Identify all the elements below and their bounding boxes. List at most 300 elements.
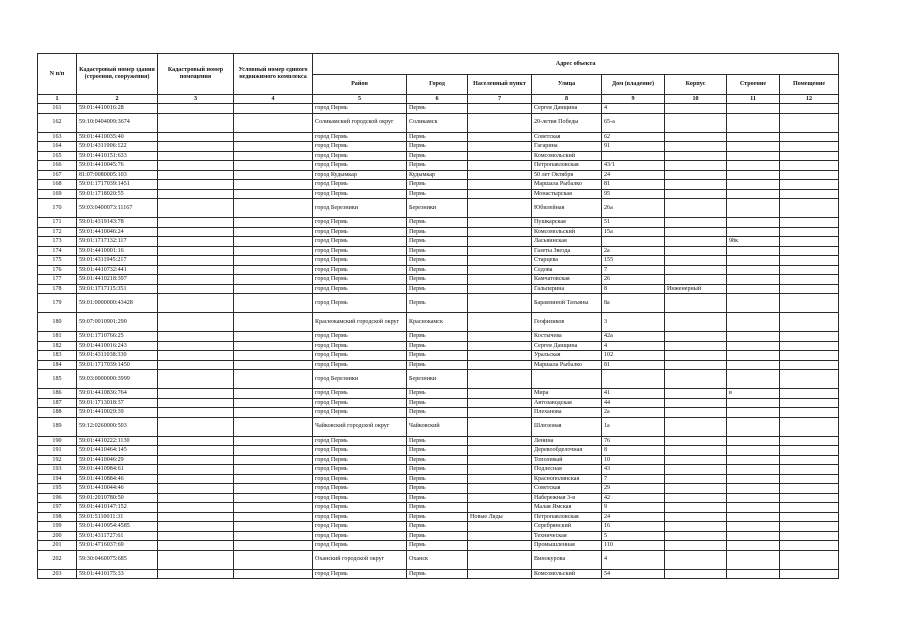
cell-building <box>727 151 780 161</box>
cell-cadastral-room <box>158 256 234 266</box>
cell-building: в <box>727 389 780 399</box>
cell-settlement <box>468 531 532 541</box>
cell-cadastral-building: 59:30:0460075:685 <box>77 550 158 569</box>
cell-cadastral-room <box>158 113 234 132</box>
cell-conditional-number <box>234 465 313 475</box>
cell-street: Старцева <box>532 256 602 266</box>
cell-room <box>780 265 839 275</box>
cell-building <box>727 227 780 237</box>
cell-cadastral-building: 59:01:1710766:25 <box>77 332 158 342</box>
cell-room <box>780 351 839 361</box>
cell-n: 197 <box>38 503 77 513</box>
table-row <box>38 189 839 199</box>
cell-city: Пермь <box>407 351 468 361</box>
cell-cadastral-room <box>158 161 234 171</box>
cell-street: Техническая <box>532 531 602 541</box>
cell-cadastral-building: 59:01:4716037:69 <box>77 541 158 551</box>
cell-room <box>780 151 839 161</box>
cell-room <box>780 170 839 180</box>
cell-cadastral-building: 59:07:0010901:290 <box>77 313 158 332</box>
cell-city: Пермь <box>407 408 468 418</box>
cell-block <box>665 408 727 418</box>
table-row <box>38 541 839 551</box>
cell-city: Пермь <box>407 151 468 161</box>
header-block: Корпус <box>665 75 727 95</box>
cell-n: 177 <box>38 275 77 285</box>
cell-room <box>780 189 839 199</box>
cell-n: 200 <box>38 531 77 541</box>
cell-conditional-number <box>234 294 313 313</box>
cell-settlement <box>468 550 532 569</box>
cell-street: Монастырская <box>532 189 602 199</box>
cell-city: Пермь <box>407 455 468 465</box>
cell-n: 189 <box>38 417 77 436</box>
cell-street: Советская <box>532 132 602 142</box>
cell-settlement <box>468 351 532 361</box>
cell-house: 24 <box>602 170 665 180</box>
cell-conditional-number <box>234 455 313 465</box>
cell-room <box>780 313 839 332</box>
header-n: N п/п <box>38 54 77 95</box>
table-row <box>38 170 839 180</box>
cell-settlement <box>468 332 532 342</box>
cell-block <box>665 227 727 237</box>
cell-cadastral-building: 59:01:4410464:145 <box>77 446 158 456</box>
cell-cadastral-room <box>158 332 234 342</box>
cell-room <box>780 227 839 237</box>
table-row <box>38 132 839 142</box>
cell-cadastral-building: 59:01:4410984:61 <box>77 465 158 475</box>
cell-district: город Пермь <box>313 389 407 399</box>
cell-house: 8 <box>602 284 665 294</box>
cell-street: Маршала Рыбалко <box>532 180 602 190</box>
cell-district: город Пермь <box>313 227 407 237</box>
cell-block: Инженерный <box>665 284 727 294</box>
cell-room <box>780 512 839 522</box>
cell-district: город Пермь <box>313 332 407 342</box>
cell-settlement <box>468 161 532 171</box>
cell-settlement <box>468 389 532 399</box>
cell-block <box>665 265 727 275</box>
cell-district: город Пермь <box>313 484 407 494</box>
cell-n: 202 <box>38 550 77 569</box>
cell-city: Чайковский <box>407 417 468 436</box>
cell-cadastral-building: 59:01:0000000:43428 <box>77 294 158 313</box>
cell-street: Деревообделочная <box>532 446 602 456</box>
cell-cadastral-building: 59:01:1717115:351 <box>77 284 158 294</box>
cell-street: Сергея Данщина <box>532 104 602 114</box>
cell-block <box>665 341 727 351</box>
cell-n: 203 <box>38 569 77 579</box>
cell-settlement <box>468 398 532 408</box>
cell-city: Пермь <box>407 284 468 294</box>
cell-cadastral-building: 59:01:4410001:16 <box>77 246 158 256</box>
cell-cadastral-building: 59:01:4410884:46 <box>77 474 158 484</box>
cell-building <box>727 218 780 228</box>
cell-district: город Пермь <box>313 246 407 256</box>
cell-cadastral-room <box>158 436 234 446</box>
cell-block <box>665 398 727 408</box>
cell-cadastral-building: 59:01:4410147:152 <box>77 503 158 513</box>
cell-conditional-number <box>234 341 313 351</box>
cell-settlement <box>468 370 532 389</box>
cell-n: 173 <box>38 237 77 247</box>
cell-building <box>727 265 780 275</box>
cell-building <box>727 313 780 332</box>
cell-street: Гагарина <box>532 142 602 152</box>
cell-building <box>727 341 780 351</box>
cell-cadastral-building: 59:01:4410044:46 <box>77 484 158 494</box>
cell-district: город Пермь <box>313 522 407 532</box>
cell-conditional-number <box>234 436 313 446</box>
cell-street: Комсомольский <box>532 151 602 161</box>
cell-cadastral-room <box>158 398 234 408</box>
cell-city: Пермь <box>407 275 468 285</box>
cell-conditional-number <box>234 398 313 408</box>
cell-n: 175 <box>38 256 77 266</box>
cell-street: Сергея Данщина <box>532 341 602 351</box>
cell-house: 10 <box>602 455 665 465</box>
cell-district: город Кудымкар <box>313 170 407 180</box>
cell-room <box>780 237 839 247</box>
cell-building <box>727 189 780 199</box>
cell-house: 110 <box>602 541 665 551</box>
cell-building <box>727 113 780 132</box>
cell-conditional-number <box>234 446 313 456</box>
cell-city: Пермь <box>407 522 468 532</box>
cell-n: 162 <box>38 113 77 132</box>
cell-street: Костычева <box>532 332 602 342</box>
cell-settlement <box>468 180 532 190</box>
cell-cadastral-room <box>158 142 234 152</box>
cell-conditional-number <box>234 389 313 399</box>
cell-building <box>727 474 780 484</box>
cell-n: 192 <box>38 455 77 465</box>
cell-cadastral-building: 59:01:4410046:29 <box>77 455 158 465</box>
cell-room <box>780 161 839 171</box>
column-number: 9 <box>602 95 665 104</box>
cell-district: город Пермь <box>313 531 407 541</box>
cell-street: Мира <box>532 389 602 399</box>
cell-cadastral-room <box>158 522 234 532</box>
table-row <box>38 351 839 361</box>
cell-house: 65-а <box>602 113 665 132</box>
cell-block <box>665 237 727 247</box>
cell-conditional-number <box>234 360 313 370</box>
cell-house: 9 <box>602 503 665 513</box>
cadastral-address-table <box>37 53 839 579</box>
cell-n: 193 <box>38 465 77 475</box>
cell-building <box>727 351 780 361</box>
table-row <box>38 199 839 218</box>
cell-city: Пермь <box>407 256 468 266</box>
cell-house: 15а <box>602 227 665 237</box>
cell-house <box>602 370 665 389</box>
cell-settlement <box>468 493 532 503</box>
cell-cadastral-building: 59:01:4410732:441 <box>77 265 158 275</box>
cell-district: город Пермь <box>313 569 407 579</box>
cell-block <box>665 512 727 522</box>
cell-city: Пермь <box>407 503 468 513</box>
table-row <box>38 569 839 579</box>
cell-cadastral-building: 59:03:0400073:11167 <box>77 199 158 218</box>
cell-building <box>727 256 780 266</box>
cell-conditional-number <box>234 104 313 114</box>
cell-room <box>780 389 839 399</box>
cell-cadastral-building: 59:01:4410016:243 <box>77 341 158 351</box>
table-row <box>38 389 839 399</box>
cell-house: 102 <box>602 351 665 361</box>
cell-cadastral-building: 59:12:0260000:503 <box>77 417 158 436</box>
cell-block <box>665 370 727 389</box>
cell-city: Пермь <box>407 493 468 503</box>
cell-city: Пермь <box>407 332 468 342</box>
cell-street: Петропавловская <box>532 512 602 522</box>
cell-city: Пермь <box>407 180 468 190</box>
cell-n: 195 <box>38 484 77 494</box>
header-cadastral-room: Кадастровый номер помещения <box>158 54 234 95</box>
cell-building <box>727 170 780 180</box>
table-row <box>38 142 839 152</box>
cell-block <box>665 389 727 399</box>
cell-cadastral-room <box>158 455 234 465</box>
cell-conditional-number <box>234 351 313 361</box>
cell-cadastral-room <box>158 284 234 294</box>
cell-settlement <box>468 417 532 436</box>
cell-block <box>665 550 727 569</box>
cell-street: Комсомольский <box>532 227 602 237</box>
cell-house: 29 <box>602 484 665 494</box>
table-row <box>38 284 839 294</box>
cell-room <box>780 341 839 351</box>
table-row <box>38 360 839 370</box>
table-row <box>38 332 839 342</box>
cell-n: 167 <box>38 170 77 180</box>
cell-building <box>727 541 780 551</box>
cell-block <box>665 294 727 313</box>
cell-house: 8а <box>602 294 665 313</box>
cell-block <box>665 351 727 361</box>
cell-street: Юбилейная <box>532 199 602 218</box>
cell-cadastral-room <box>158 237 234 247</box>
cell-block <box>665 161 727 171</box>
cell-cadastral-building: 59:01:1717039:1451 <box>77 180 158 190</box>
cell-block <box>665 332 727 342</box>
cell-room <box>780 408 839 418</box>
header-street: Улица <box>532 75 602 95</box>
cell-cadastral-room <box>158 360 234 370</box>
cell-building <box>727 493 780 503</box>
cell-settlement <box>468 284 532 294</box>
cell-street: 50 лет Октября <box>532 170 602 180</box>
cell-block <box>665 436 727 446</box>
cell-city: Пермь <box>407 237 468 247</box>
table-row <box>38 398 839 408</box>
cell-cadastral-room <box>158 151 234 161</box>
cell-street: 20-летия Победы <box>532 113 602 132</box>
cell-street <box>532 370 602 389</box>
cell-room <box>780 113 839 132</box>
cell-house: 24 <box>602 512 665 522</box>
cell-room <box>780 474 839 484</box>
cell-street: Винокурова <box>532 550 602 569</box>
cell-n: 191 <box>38 446 77 456</box>
column-number: 2 <box>77 95 158 104</box>
cell-district: Оханский городской округ <box>313 550 407 569</box>
cell-n: 186 <box>38 389 77 399</box>
cell-building <box>727 522 780 532</box>
cell-building <box>727 199 780 218</box>
cell-cadastral-building: 59:01:4410954:4585 <box>77 522 158 532</box>
cell-cadastral-building: 59:01:4410175:33 <box>77 569 158 579</box>
cell-district: город Пермь <box>313 436 407 446</box>
cell-cadastral-room <box>158 512 234 522</box>
cell-district: город Пермь <box>313 455 407 465</box>
cell-house: 5 <box>602 531 665 541</box>
cell-city: Краснокамск <box>407 313 468 332</box>
cell-n: 198 <box>38 512 77 522</box>
cell-cadastral-building: 59:01:4311038:330 <box>77 351 158 361</box>
cell-city: Березники <box>407 370 468 389</box>
cell-settlement <box>468 227 532 237</box>
cell-cadastral-room <box>158 199 234 218</box>
cell-conditional-number <box>234 541 313 551</box>
column-number: 7 <box>468 95 532 104</box>
cell-district: город Пермь <box>313 218 407 228</box>
table-row <box>38 161 839 171</box>
cell-cadastral-room <box>158 265 234 275</box>
cell-cadastral-room <box>158 189 234 199</box>
table-row <box>38 503 839 513</box>
cell-district: город Пермь <box>313 237 407 247</box>
cell-cadastral-building: 59:01:5110011:31 <box>77 512 158 522</box>
cell-street: Газеты Звезда <box>532 246 602 256</box>
cell-city: Пермь <box>407 474 468 484</box>
cell-settlement <box>468 265 532 275</box>
cell-block <box>665 104 727 114</box>
cell-district: город Пермь <box>313 493 407 503</box>
header-settlement: Населенный пункт <box>468 75 532 95</box>
cell-block <box>665 218 727 228</box>
cell-street: Пушкарская <box>532 218 602 228</box>
cell-city: Оханск <box>407 550 468 569</box>
cell-n: 201 <box>38 541 77 551</box>
cell-cadastral-room <box>158 180 234 190</box>
cell-house: 76 <box>602 436 665 446</box>
table-row <box>38 522 839 532</box>
cell-cadastral-building: 59:01:4410045:76 <box>77 161 158 171</box>
cell-n: 180 <box>38 313 77 332</box>
cell-room <box>780 455 839 465</box>
cell-district: город Пермь <box>313 446 407 456</box>
cell-building <box>727 569 780 579</box>
cell-cadastral-room <box>158 294 234 313</box>
cell-district: город Пермь <box>313 294 407 313</box>
cell-city: Пермь <box>407 132 468 142</box>
cell-city: Пермь <box>407 341 468 351</box>
cell-building <box>727 161 780 171</box>
cell-cadastral-room <box>158 170 234 180</box>
cell-cadastral-building: 59:01:4410218:397 <box>77 275 158 285</box>
cell-cadastral-room <box>158 408 234 418</box>
cell-settlement <box>468 465 532 475</box>
cell-n: 181 <box>38 332 77 342</box>
cell-cadastral-building: 59:01:4311906:122 <box>77 142 158 152</box>
header-room: Помещение <box>780 75 839 95</box>
cell-street: Набережная 3-я <box>532 493 602 503</box>
cell-district: город Пермь <box>313 265 407 275</box>
cell-block <box>665 151 727 161</box>
cell-block <box>665 256 727 266</box>
cell-block <box>665 360 727 370</box>
cell-n: 171 <box>38 218 77 228</box>
cell-conditional-number <box>234 512 313 522</box>
cell-city: Пермь <box>407 531 468 541</box>
table-row <box>38 408 839 418</box>
cell-block <box>665 199 727 218</box>
cell-building <box>727 275 780 285</box>
cell-cadastral-building: 59:01:4410046:24 <box>77 227 158 237</box>
cell-conditional-number <box>234 246 313 256</box>
cell-building <box>727 503 780 513</box>
cell-house: 62 <box>602 132 665 142</box>
table-row <box>38 550 839 569</box>
cell-building <box>727 408 780 418</box>
cell-room <box>780 370 839 389</box>
cell-conditional-number <box>234 189 313 199</box>
cell-n: 163 <box>38 132 77 142</box>
cell-district: город Пермь <box>313 189 407 199</box>
cell-street: Ленина <box>532 436 602 446</box>
cell-building <box>727 370 780 389</box>
cell-settlement <box>468 455 532 465</box>
cell-building <box>727 512 780 522</box>
header-address-group: Адрес объекта <box>313 54 839 75</box>
cell-conditional-number <box>234 265 313 275</box>
cell-settlement <box>468 189 532 199</box>
cell-n: 176 <box>38 265 77 275</box>
cell-room <box>780 104 839 114</box>
table-row <box>38 512 839 522</box>
cell-cadastral-room <box>158 503 234 513</box>
cell-block <box>665 246 727 256</box>
table-row <box>38 474 839 484</box>
cell-city: Березники <box>407 199 468 218</box>
cell-block <box>665 275 727 285</box>
cell-cadastral-building: 59:01:4410222:1130 <box>77 436 158 446</box>
cell-conditional-number <box>234 113 313 132</box>
cell-room <box>780 446 839 456</box>
cell-cadastral-building: 59:01:1717039:1450 <box>77 360 158 370</box>
column-number: 12 <box>780 95 839 104</box>
cell-conditional-number <box>234 503 313 513</box>
cell-house: 42 <box>602 493 665 503</box>
cell-district: город Березники <box>313 199 407 218</box>
cell-building <box>727 417 780 436</box>
cell-room <box>780 417 839 436</box>
cell-district: город Пермь <box>313 180 407 190</box>
cell-cadastral-room <box>158 484 234 494</box>
cell-conditional-number <box>234 256 313 266</box>
cell-room <box>780 550 839 569</box>
cell-district: город Пермь <box>313 465 407 475</box>
header-conditional-number: Условный номер единого недвижимого комплекса <box>234 54 313 95</box>
cell-block <box>665 142 727 152</box>
cell-room <box>780 284 839 294</box>
cell-building <box>727 455 780 465</box>
cell-room <box>780 465 839 475</box>
cell-settlement <box>468 541 532 551</box>
